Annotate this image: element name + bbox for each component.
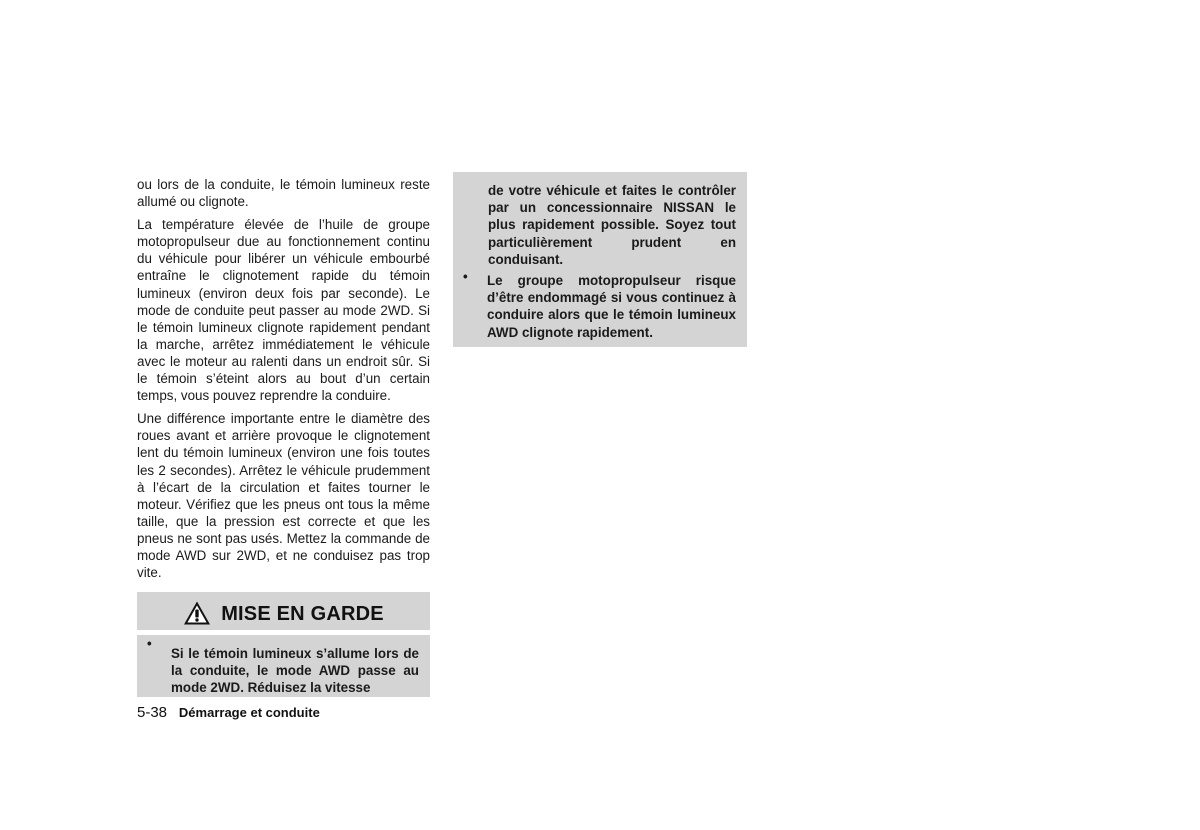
page-number: 5-38 — [137, 704, 168, 721]
page-footer — [137, 704, 320, 721]
warning-header — [137, 592, 430, 630]
paragraph-2: La température élevée de l’huile de groupe motopropulseur due au fonctionnement continu du véhicule pour libérer un véhicule embourbé entraîne le clignotement rapide du témoin lumineux (environ deux fois par seconde). Le mode de conduite peut passer au mode 2WD. Si le témoin lumineux clignote rapidement pendant la marche, arrêtez immédiatement le véhicule avec le moteur au ralenti dans un endroit sûr. Si le témoin s’éteint alors au bout d’un certain temps, vous pouvez reprendre la conduire. — [137, 217, 430, 404]
paragraph-1: ou lors de la conduite, le témoin lumineux reste allumé ou clignote. — [137, 177, 430, 210]
warning-item-2 — [453, 268, 747, 341]
paragraph-3: Une différence importante entre le diamètre des roues avant et arrière provoque le clignotement lent du témoin lumineux (environ une fois toutes les 2 secondes). Arrêtez le véhicule prudemment à l’écart de la circulation et faites tourner le moteur. Vérifiez que les pneus ont tous la même taille, que la pression est correcte et que les pneus ne sont pas usés. Mettez la commande de mode AWD sur 2WD, et ne conduisez pas trop vite. — [137, 411, 430, 581]
warning-item-1-continued: de votre véhicule et faites le contrôler par un concessionnaire NISSAN le plus rapidement possible. Soyez tout particulièrement prudent en conduisant. — [488, 183, 736, 267]
left-column — [137, 176, 430, 587]
warning-item-2-text: Le groupe motopropulseur risque d’être endommagé si vous continuez à conduire alors que le témoin lumineux AWD clignote rapidement. — [487, 273, 736, 340]
warning-continuation — [453, 172, 747, 347]
warning-title: MISE EN GARDE — [221, 602, 384, 625]
section-title: Démarrage et conduite — [178, 705, 320, 720]
bullet: • — [463, 269, 468, 285]
bullet: • — [147, 636, 152, 651]
warning-triangle-icon — [183, 600, 211, 626]
warning-item-1-text: Si le témoin lumineux s’allume lors de la conduite, le mode AWD passe au mode 2WD. Réduisez la vitesse — [171, 646, 419, 696]
warning-body — [137, 635, 430, 697]
warning-item-1 — [137, 635, 430, 697]
